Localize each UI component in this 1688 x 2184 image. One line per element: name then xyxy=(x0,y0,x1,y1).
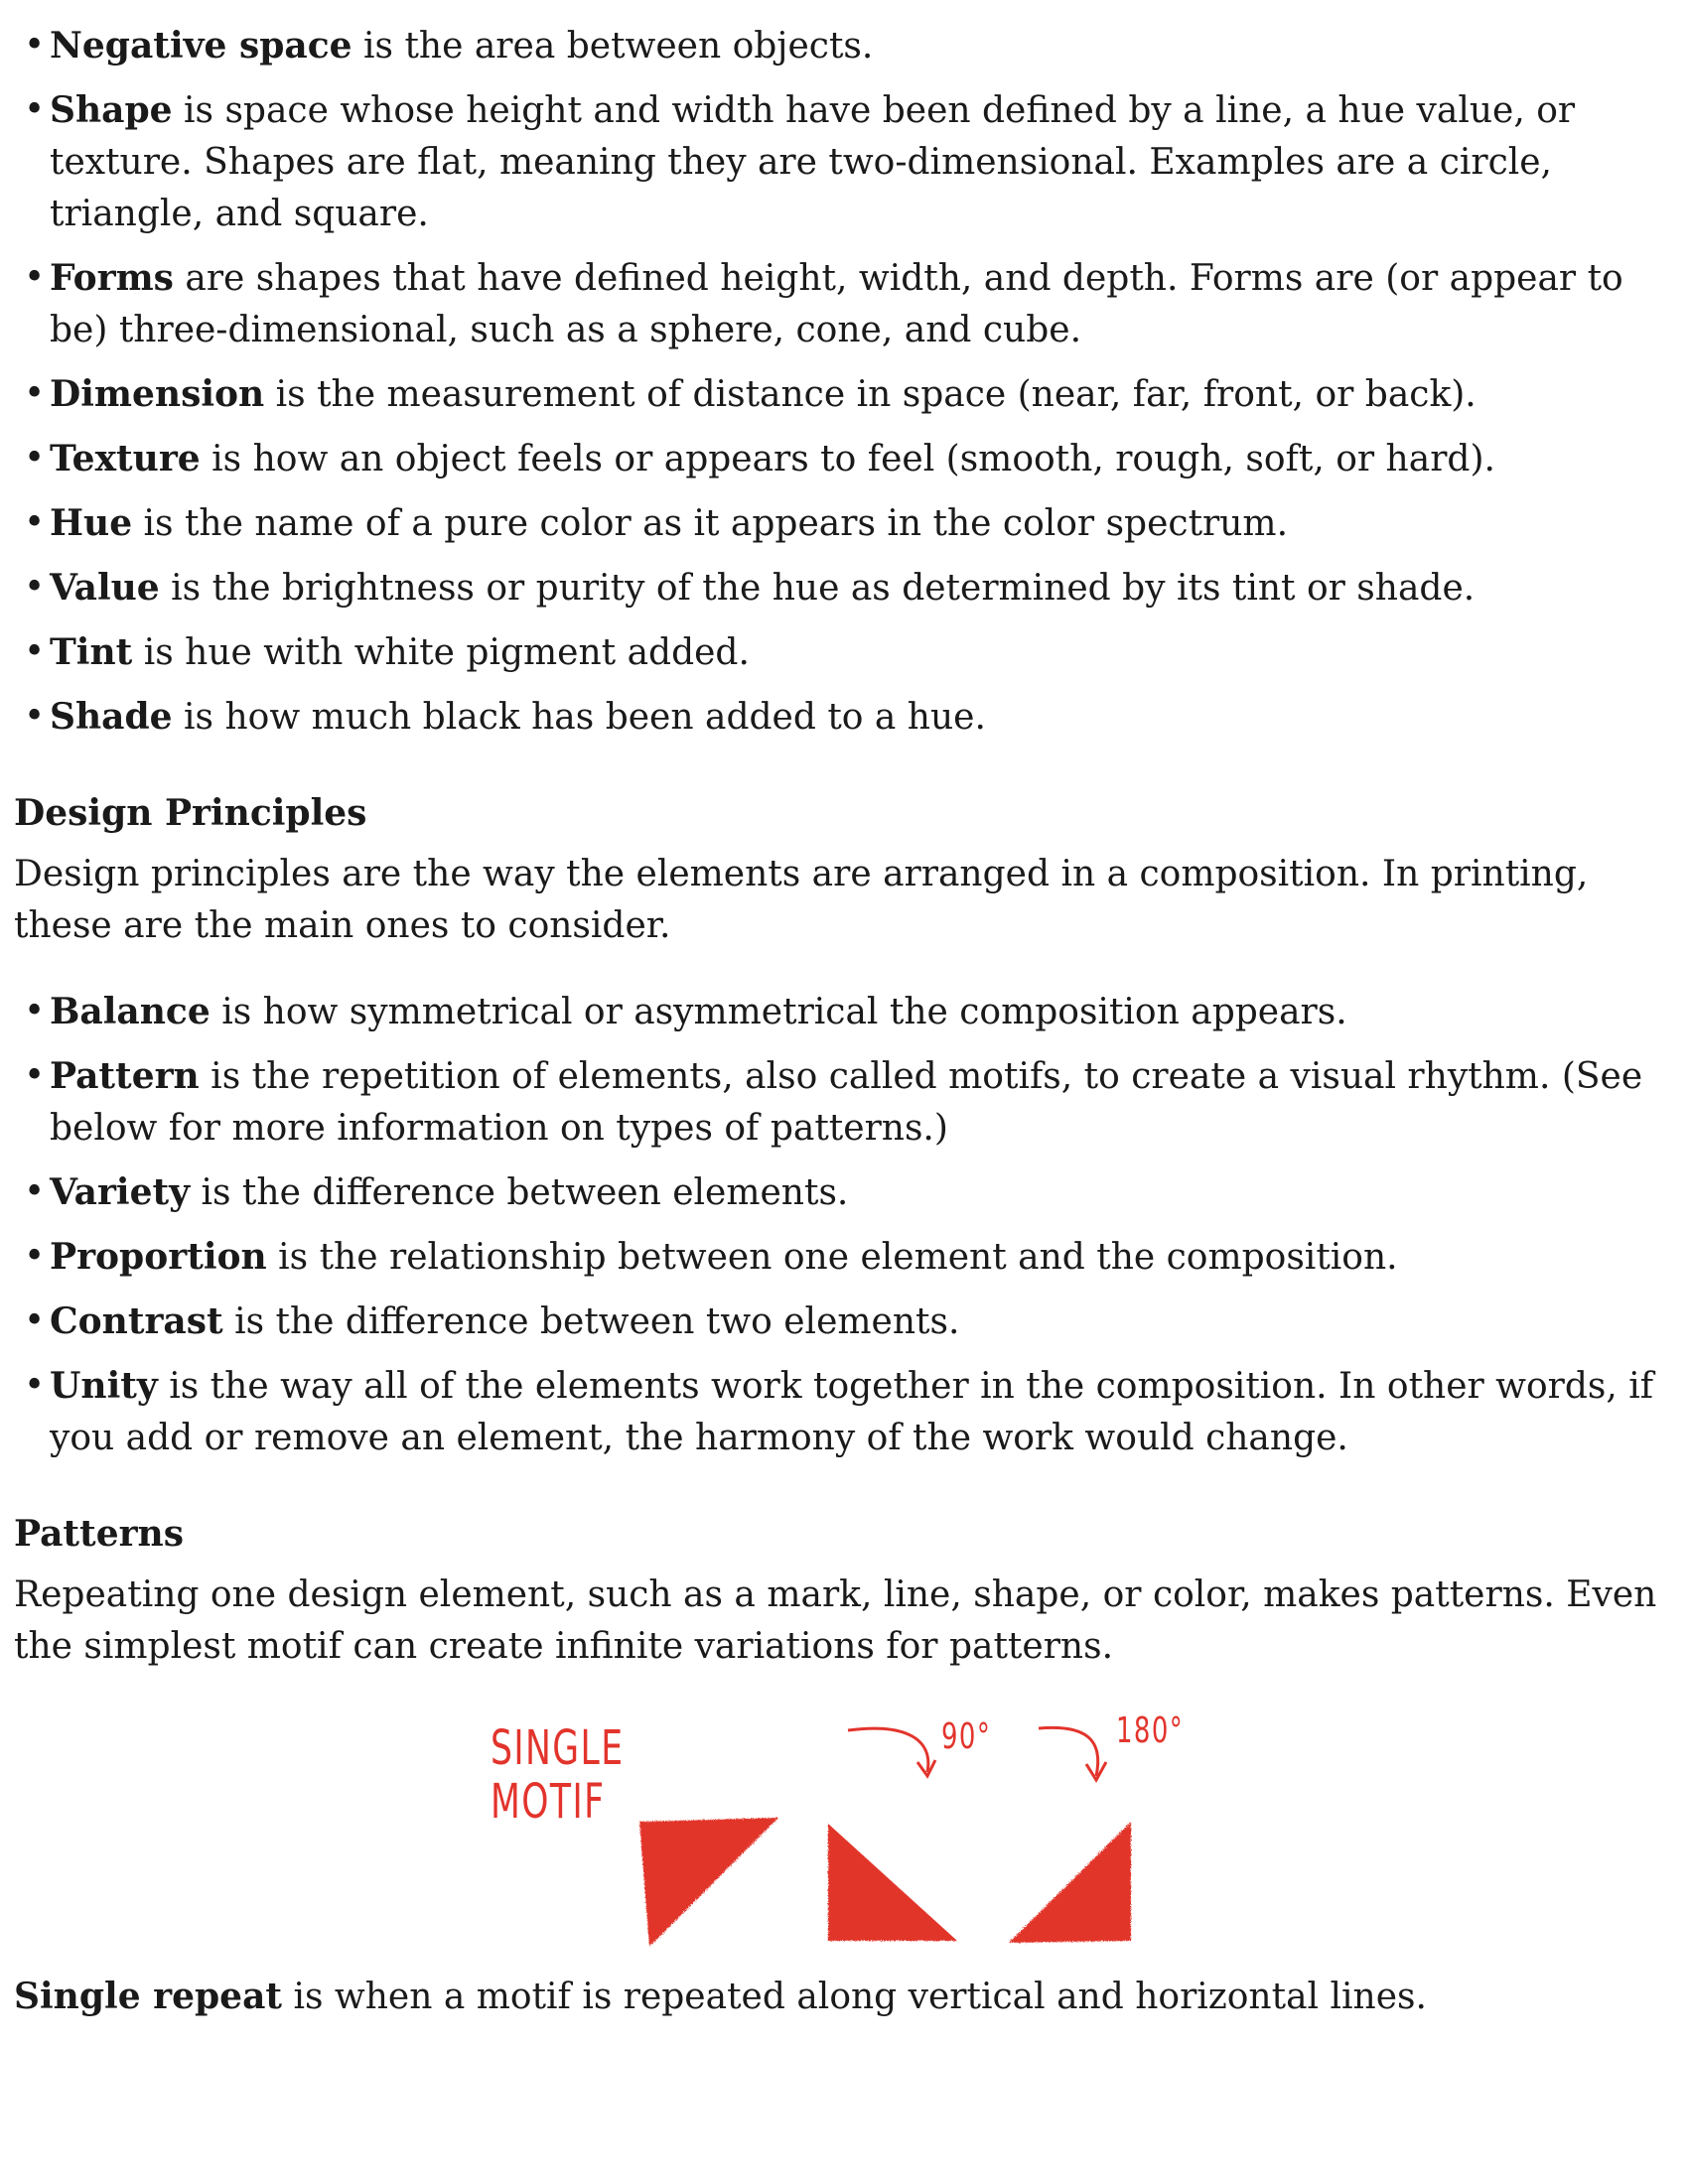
design-principles-intro: Design principles are the way the elements are arranged in a composition. In printing, these are the main ones to consider. xyxy=(14,854,1589,946)
term: Balance xyxy=(50,991,211,1032)
document-page xyxy=(14,20,1662,2023)
definition: is space whose height and width have been defined by a line, a hue value, or texture. Shapes are flat, meaning they are two-dimensional. Examples are a circle, triangle, and square. xyxy=(50,90,1576,234)
design-principles-heading: Design Principles xyxy=(14,792,367,834)
term: Tint xyxy=(50,631,133,673)
single-label: SINGLE xyxy=(491,1720,625,1776)
list-item xyxy=(14,986,1662,1038)
definition: is how symmetrical or asymmetrical the composition appears. xyxy=(210,992,1347,1032)
patterns-intro: Repeating one design element, such as a mark, line, shape, or color, makes patterns. Even the simplest motif can create infinite variations for patterns. xyxy=(14,1574,1657,1667)
motif-triangle-rotated-90 xyxy=(828,1824,957,1941)
list-item xyxy=(14,626,1662,679)
definition: is the difference between elements. xyxy=(190,1172,849,1213)
definition: is when a motif is repeated along vertical and horizontal lines. xyxy=(282,1977,1427,2017)
list-item xyxy=(14,368,1662,421)
term: Value xyxy=(50,567,160,609)
list-item xyxy=(14,497,1662,550)
definition: is how much black has been added to a hue. xyxy=(172,697,986,738)
rotate-90-arrowhead-icon xyxy=(917,1760,935,1776)
term: Hue xyxy=(50,502,133,544)
term: Single repeat xyxy=(14,1976,283,2017)
motif-triangle-rotated-180 xyxy=(1009,1822,1131,1943)
list-item xyxy=(14,691,1662,744)
list-item xyxy=(14,1296,1662,1348)
list-item xyxy=(14,1166,1662,1219)
element-definitions-list xyxy=(14,20,1662,744)
design-principles-list xyxy=(14,986,1662,1464)
term: Negative space xyxy=(50,25,352,67)
term: Pattern xyxy=(50,1055,200,1097)
rotate-90-arrow-icon xyxy=(848,1728,928,1772)
rotation-180-label: 180° xyxy=(1116,1710,1185,1751)
single-repeat-definition xyxy=(14,1971,1662,2023)
definition: is the repetition of elements, also called motifs, to create a visual rhythm. (See below for more information on types of patterns.) xyxy=(50,1056,1643,1149)
patterns-heading: Patterns xyxy=(14,1513,184,1555)
list-item xyxy=(14,433,1662,485)
motif-triangle-original xyxy=(639,1818,778,1947)
term: Unity xyxy=(50,1365,158,1407)
definition: is the measurement of distance in space (near, far, front, or back). xyxy=(264,374,1477,415)
list-item xyxy=(14,252,1662,356)
term: Forms xyxy=(50,257,174,299)
list-item xyxy=(14,20,1662,72)
list-item xyxy=(14,1360,1662,1464)
term: Shade xyxy=(50,696,173,738)
rotation-90-label: 90° xyxy=(941,1716,992,1757)
term: Shape xyxy=(50,89,173,131)
definition: is the relationship between one element and the composition. xyxy=(266,1237,1398,1278)
term: Proportion xyxy=(50,1236,267,1278)
definition: is the area between objects. xyxy=(352,26,874,67)
motif-label: MOTIF xyxy=(491,1774,606,1830)
term: Dimension xyxy=(50,373,265,415)
term: Variety xyxy=(50,1171,191,1213)
definition: are shapes that have defined height, width, and depth. Forms are (or appear to be) three-dimensional, such as a sphere, cone, and cube. xyxy=(50,258,1623,350)
definition: is the way all of the elements work together in the composition. In other words, if you add or remove an element, the harmony of the work would change. xyxy=(50,1366,1654,1458)
definition: is the brightness or purity of the hue as determined by its tint or shade. xyxy=(159,568,1476,609)
list-item xyxy=(14,1231,1662,1284)
motif-rotation-illustration xyxy=(491,1703,1245,1961)
definition: is the name of a pure color as it appears in the color spectrum. xyxy=(132,503,1289,544)
definition: is how an object feels or appears to feel (smooth, rough, soft, or hard). xyxy=(200,439,1495,479)
list-item xyxy=(14,1050,1662,1155)
definition: is the difference between two elements. xyxy=(222,1301,960,1342)
definition: is hue with white pigment added. xyxy=(132,632,750,673)
term: Texture xyxy=(50,438,201,479)
list-item xyxy=(14,84,1662,240)
list-item xyxy=(14,562,1662,614)
term: Contrast xyxy=(50,1300,223,1342)
